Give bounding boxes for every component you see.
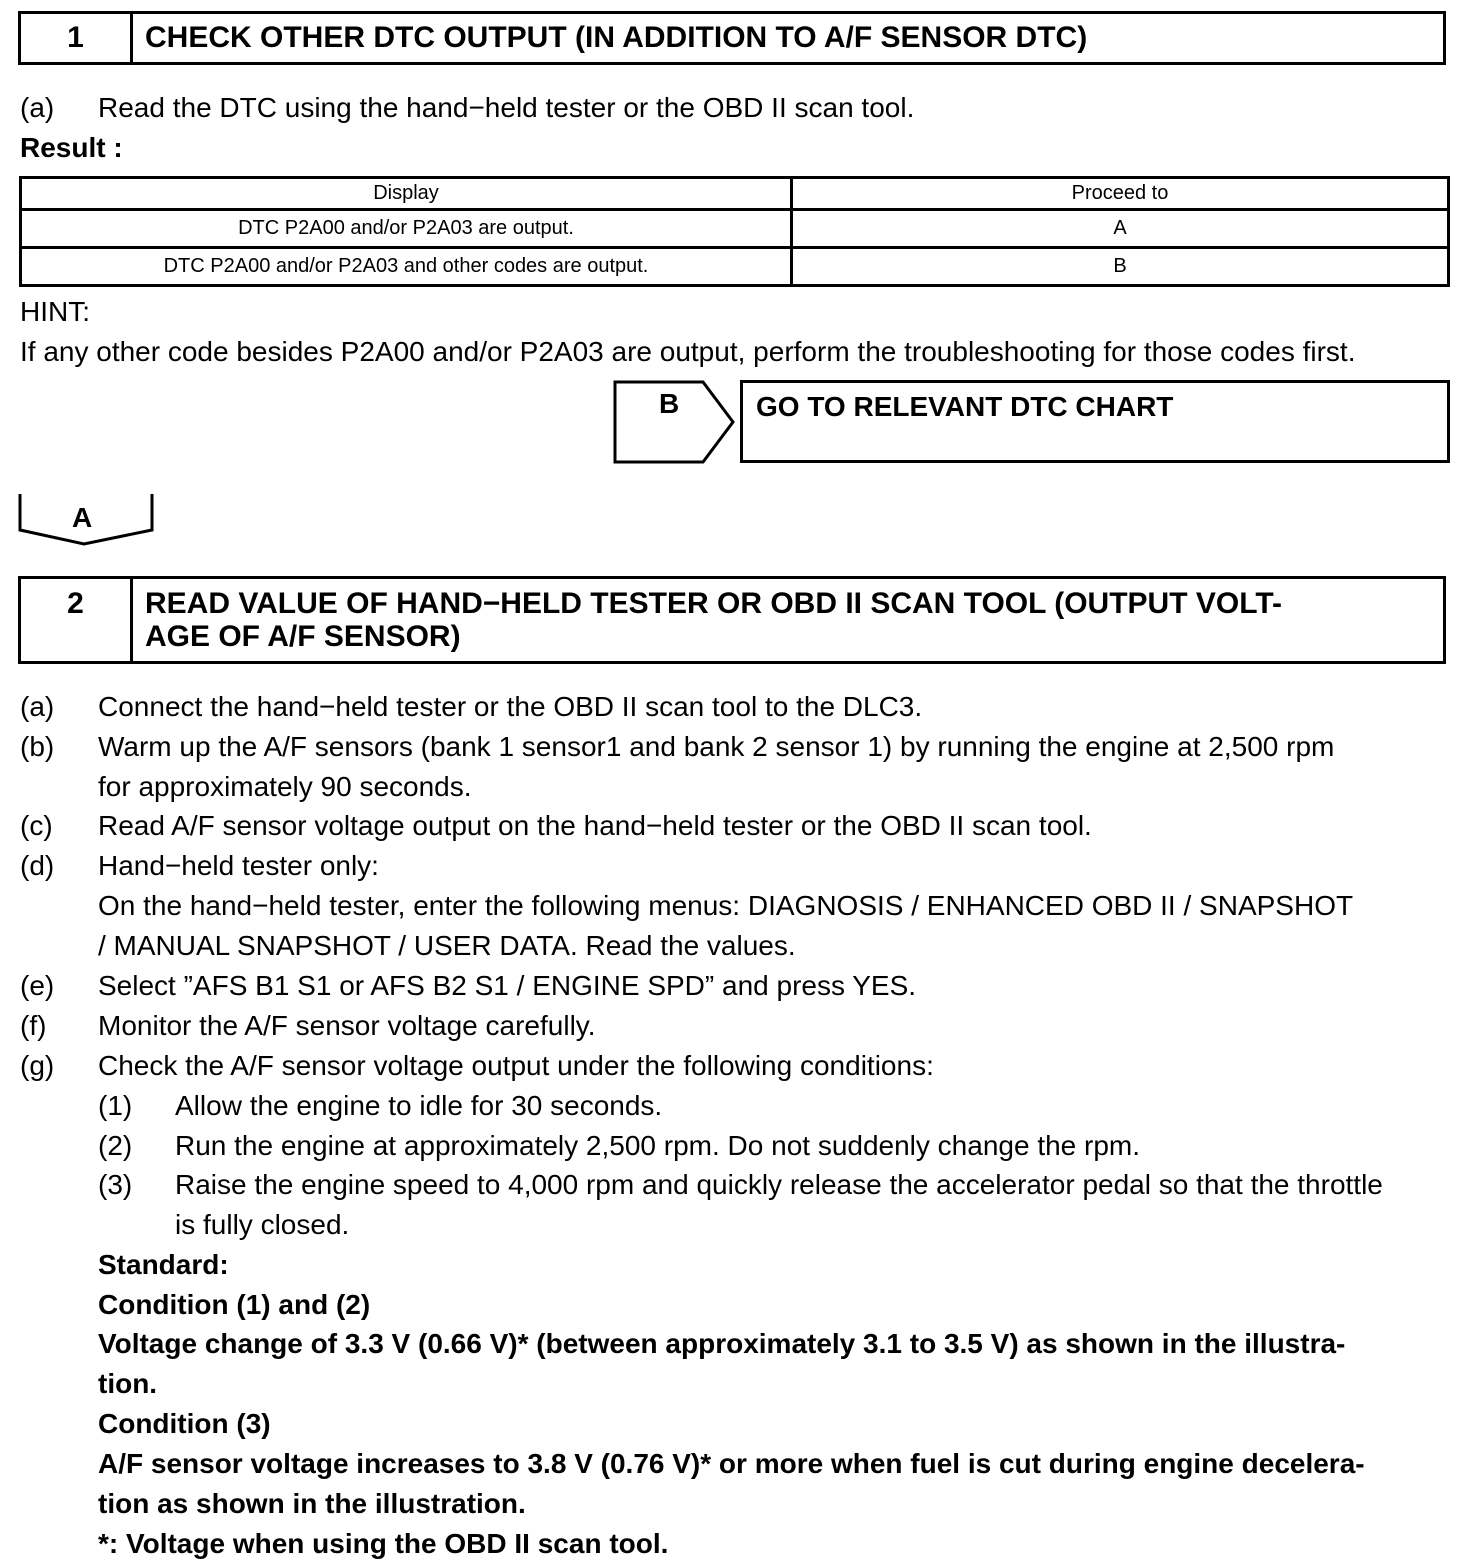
step-title-line: AGE OF A/F SENSOR) <box>145 620 461 653</box>
standard-footnote: *: Voltage when using the OBD II scan tool. <box>98 1528 669 1559</box>
item-label: (a) <box>20 691 55 722</box>
step-title: CHECK OTHER DTC OUTPUT (IN ADDITION TO A/F SENSOR DTC) <box>145 21 1088 54</box>
item-text: Read A/F sensor voltage output on the hand−held tester or the OBD II scan tool. <box>98 810 1092 841</box>
item-text: Hand−held tester only: <box>98 850 379 881</box>
standard-line: tion. <box>98 1368 158 1399</box>
item-label: (b) <box>20 731 55 762</box>
subitem-label: (2) <box>98 1130 133 1161</box>
item-text: / MANUAL SNAPSHOT / USER DATA. Read the values. <box>98 930 796 961</box>
branch-b-arrow <box>613 380 737 464</box>
table-cell: A <box>792 210 1449 248</box>
item-label: (c) <box>20 810 53 841</box>
subitem-label: (1) <box>98 1090 133 1121</box>
branch-a-letter: A <box>72 502 93 533</box>
item-text: Connect the hand−held tester or the OBD II scan tool to the DLC3. <box>98 691 923 722</box>
standard-label: Standard: <box>98 1249 229 1280</box>
step-1-header <box>18 11 1446 65</box>
step-number: 2 <box>21 579 133 661</box>
table-cell: B <box>792 248 1449 286</box>
table-row <box>21 248 1449 286</box>
subitem-text: is fully closed. <box>175 1209 350 1240</box>
item-text: On the hand−held tester, enter the following menus: DIAGNOSIS / ENHANCED OBD II / SNAPSHOT <box>98 890 1354 921</box>
item-text: Monitor the A/F sensor voltage carefully. <box>98 1010 596 1041</box>
subitem-text: Run the engine at approximately 2,500 rpm. Do not suddenly change the rpm. <box>175 1130 1141 1161</box>
instruction-label: (a) <box>20 92 55 123</box>
branch-a-arrow <box>18 492 156 548</box>
item-label: (g) <box>20 1050 55 1081</box>
step-title <box>133 579 1443 661</box>
table-header: Display <box>21 178 792 210</box>
hint-label: HINT: <box>20 296 90 327</box>
instruction-text: Read the DTC using the hand−held tester or the OBD II scan tool. <box>98 92 915 123</box>
item-text: Check the A/F sensor voltage output under the following conditions: <box>98 1050 934 1081</box>
table-header: Proceed to <box>792 178 1449 210</box>
subitem-text: Raise the engine speed to 4,000 rpm and quickly release the accelerator pedal so that the throttle <box>175 1169 1383 1200</box>
standard-line: Condition (1) and (2) <box>98 1289 371 1320</box>
standard-line: Condition (3) <box>98 1408 271 1439</box>
standard-line: Voltage change of 3.3 V (0.66 V)* (between approximately 3.1 to 3.5 V) as shown in the illustra- <box>98 1328 1346 1359</box>
table-row <box>21 210 1449 248</box>
branch-b-action: GO TO RELEVANT DTC CHART <box>756 391 1174 422</box>
item-label: (f) <box>20 1010 47 1041</box>
branch-b-action-box <box>740 380 1450 463</box>
subitem-text: Allow the engine to idle for 30 seconds. <box>175 1090 663 1121</box>
step-2-header <box>18 576 1446 664</box>
standard-line: tion as shown in the illustration. <box>98 1488 526 1519</box>
item-text: for approximately 90 seconds. <box>98 771 472 802</box>
table-cell: DTC P2A00 and/or P2A03 are output. <box>21 210 792 248</box>
item-label: (d) <box>20 850 55 881</box>
item-label: (e) <box>20 970 55 1001</box>
item-text: Warm up the A/F sensors (bank 1 sensor1 and bank 2 sensor 1) by running the engine at 2,500 rpm <box>98 731 1335 762</box>
branch-b-letter: B <box>659 388 680 419</box>
step-number: 1 <box>21 14 133 62</box>
table-cell: DTC P2A00 and/or P2A03 and other codes are output. <box>21 248 792 286</box>
result-table <box>19 176 1450 287</box>
table-header-row <box>21 178 1449 210</box>
subitem-label: (3) <box>98 1169 133 1200</box>
step-title-line: READ VALUE OF HAND−HELD TESTER OR OBD II SCAN TOOL (OUTPUT VOLT- <box>145 587 1282 620</box>
hint-text: If any other code besides P2A00 and/or P2A03 are output, perform the troubleshooting for those codes first. <box>20 336 1356 367</box>
standard-line: A/F sensor voltage increases to 3.8 V (0.76 V)* or more when fuel is cut during engine decelera- <box>98 1448 1365 1479</box>
item-text: Select ”AFS B1 S1 or AFS B2 S1 / ENGINE SPD” and press YES. <box>98 970 917 1001</box>
result-label: Result : <box>20 132 123 163</box>
